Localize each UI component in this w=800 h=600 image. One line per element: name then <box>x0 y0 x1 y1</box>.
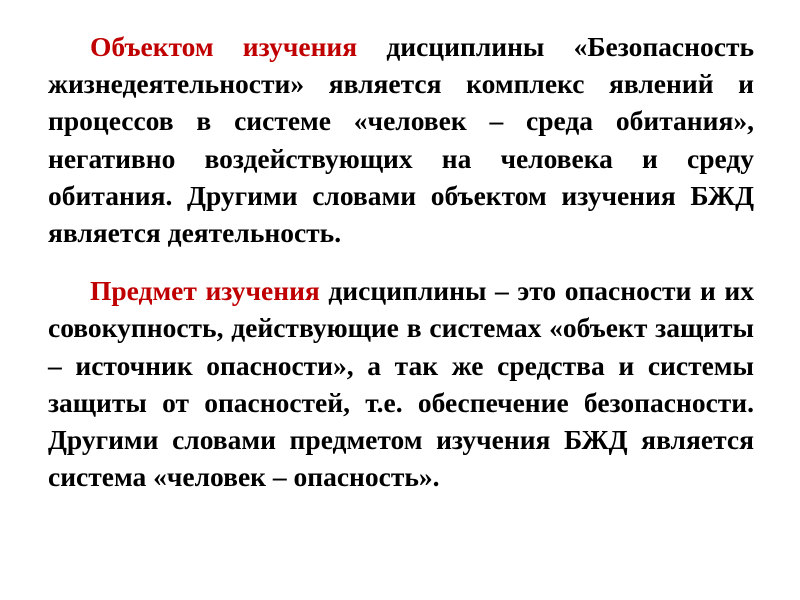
paragraph-body-object-of-study: дисциплины «Безопасность жизнедеятельности» является комплекс явлений и процессов в системе «человек – среда обитания», негативно воздействующих на человека и среду обитания. Другими словами объектом изучения БЖД является деятельность. <box>48 31 754 249</box>
paragraph-subject-of-study <box>48 272 754 495</box>
paragraph-body-subject-of-study: дисциплины – это опасности и их совокупность, действующие в системах «объект защиты – источник опасности», а так же средства и системы защиты от опасностей, т.е. обеспечение безопасности. Другими словами предметом изучения БЖД является система «человек – опасность». <box>48 275 754 493</box>
highlight-object-of-study: Объектом изучения <box>90 31 358 62</box>
paragraph-object-of-study <box>48 28 754 251</box>
highlight-subject-of-study: Предмет изучения <box>90 275 320 307</box>
